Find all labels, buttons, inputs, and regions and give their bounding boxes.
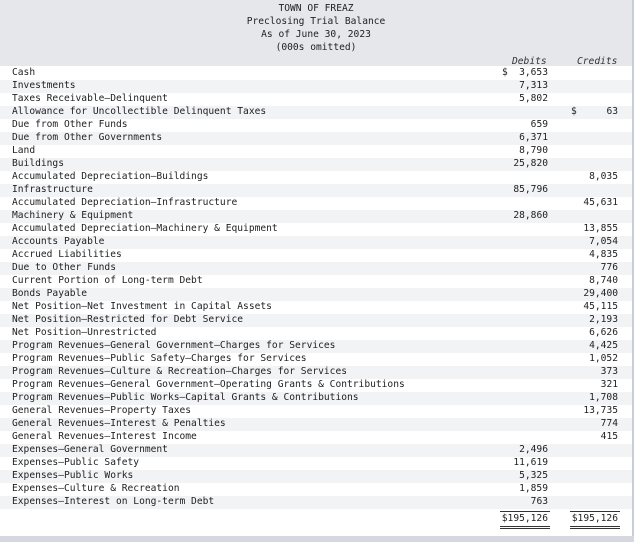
entity-name: TOWN OF FREAZ — [278, 3, 354, 14]
credit-amount: 45,631 — [583, 197, 618, 208]
account-name: General Revenues—Property Taxes — [12, 405, 192, 416]
account-name: Land — [12, 145, 36, 156]
credits-column-header: Credits — [577, 56, 618, 67]
debit-amount: 6,371 — [519, 132, 548, 143]
account-name: Due from Other Funds — [12, 119, 128, 130]
report-units: (000s omitted) — [275, 42, 357, 53]
credit-amount: 373 — [600, 366, 618, 377]
account-name: Program Revenues—Public Safety—Charges for Services — [12, 353, 307, 364]
account-name: Current Portion of Long-term Debt — [12, 275, 203, 286]
account-name: General Revenues—Interest & Penalties — [12, 418, 226, 429]
account-name: General Revenues—Interest Income — [12, 431, 197, 442]
account-name: Bonds Payable — [12, 288, 88, 299]
account-name: Expenses—Culture & Recreation — [12, 483, 180, 494]
account-name: Due from Other Governments — [12, 132, 163, 143]
credit-double-rule-1 — [570, 526, 620, 527]
credit-amount: 13,735 — [583, 405, 618, 416]
debit-total: $195,126 — [501, 513, 548, 524]
account-name: Net Position—Restricted for Debt Service — [12, 314, 244, 325]
debit-total-rule — [500, 511, 550, 512]
credit-amount: 29,400 — [583, 288, 618, 299]
credit-amount: 776 — [600, 262, 618, 273]
account-name: Program Revenues—General Government—Operating Grants & Contributions — [12, 379, 405, 390]
debit-amount: 28,860 — [513, 210, 548, 221]
credit-amount: 6,626 — [589, 327, 618, 338]
debit-amount: 763 — [530, 496, 548, 507]
credit-amount: 45,115 — [583, 301, 618, 312]
account-name: Machinery & Equipment — [12, 210, 134, 221]
account-name: Taxes Receivable—Delinquent — [12, 93, 168, 104]
debit-amount: 2,496 — [519, 444, 548, 455]
account-name: Program Revenues—Public Works—Capital Grants & Contributions — [12, 392, 359, 403]
account-name: Accrued Liabilities — [12, 249, 122, 260]
account-name: Expenses—Public Works — [12, 470, 134, 481]
credit-amount: 1,052 — [589, 353, 618, 364]
credit-amount: 4,835 — [589, 249, 618, 260]
debit-amount: 25,820 — [513, 158, 548, 169]
debit-amount: 659 — [530, 119, 548, 130]
report-header — [0, 0, 632, 66]
credit-total: $195,126 — [571, 513, 618, 524]
credit-amount: 1,708 — [589, 392, 618, 403]
credit-amount: 13,855 — [583, 223, 618, 234]
debit-amount: 11,619 — [513, 457, 548, 468]
debit-amount: 8,790 — [519, 145, 548, 156]
credit-amount: 321 — [600, 379, 618, 390]
credit-amount: 8,035 — [589, 171, 618, 182]
account-name: Net Position—Unrestricted — [12, 327, 157, 338]
debit-amount: 1,859 — [519, 483, 548, 494]
account-name: Infrastructure — [12, 184, 93, 195]
account-name: Accumulated Depreciation—Infrastructure — [12, 197, 238, 208]
account-name: Accumulated Depreciation—Machinery & Equipment — [12, 223, 278, 234]
credit-amount: 7,054 — [589, 236, 618, 247]
debits-column-header: Debits — [512, 56, 547, 67]
account-name: Expenses—Public Safety — [12, 457, 140, 468]
debit-amount: 85,796 — [513, 184, 548, 195]
credit-amount: 4,425 — [589, 340, 618, 351]
debit-amount: 5,802 — [519, 93, 548, 104]
account-name: Buildings — [12, 158, 64, 169]
debit-double-rule-1 — [500, 526, 550, 527]
account-name: Net Position—Net Investment in Capital Assets — [12, 301, 272, 312]
debit-amount: 3,653 — [519, 67, 548, 78]
debit-double-rule-2 — [500, 528, 550, 529]
credit-currency-symbol: $ — [571, 106, 577, 117]
credit-double-rule-2 — [570, 528, 620, 529]
account-name: Cash — [12, 67, 36, 78]
account-name: Program Revenues—General Government—Charges for Services — [12, 340, 336, 351]
debit-amount: 5,325 — [519, 470, 548, 481]
credit-amount: 8,740 — [589, 275, 618, 286]
account-name: Investments — [12, 80, 76, 91]
credit-amount: 2,193 — [589, 314, 618, 325]
debit-amount: 7,313 — [519, 80, 548, 91]
credit-amount: 774 — [600, 418, 618, 429]
footer-bar — [0, 536, 634, 542]
report-date: As of June 30, 2023 — [261, 29, 371, 40]
account-name: Accumulated Depreciation—Buildings — [12, 171, 209, 182]
report-title: Preclosing Trial Balance — [246, 16, 386, 27]
credit-amount: 415 — [600, 431, 618, 442]
account-name: Expenses—General Government — [12, 444, 168, 455]
credit-total-rule — [570, 511, 620, 512]
account-name: Allowance for Uncollectible Delinquent Taxes — [12, 106, 267, 117]
account-name: Expenses—Interest on Long-term Debt — [12, 496, 215, 507]
account-name: Accounts Payable — [12, 236, 105, 247]
credit-amount: 63 — [606, 106, 618, 117]
account-name: Due to Other Funds — [12, 262, 116, 273]
row-stripe — [0, 288, 632, 301]
account-name: Program Revenues—Culture & Recreation—Charges for Services — [12, 366, 348, 377]
debit-currency-symbol: $ — [502, 67, 508, 78]
